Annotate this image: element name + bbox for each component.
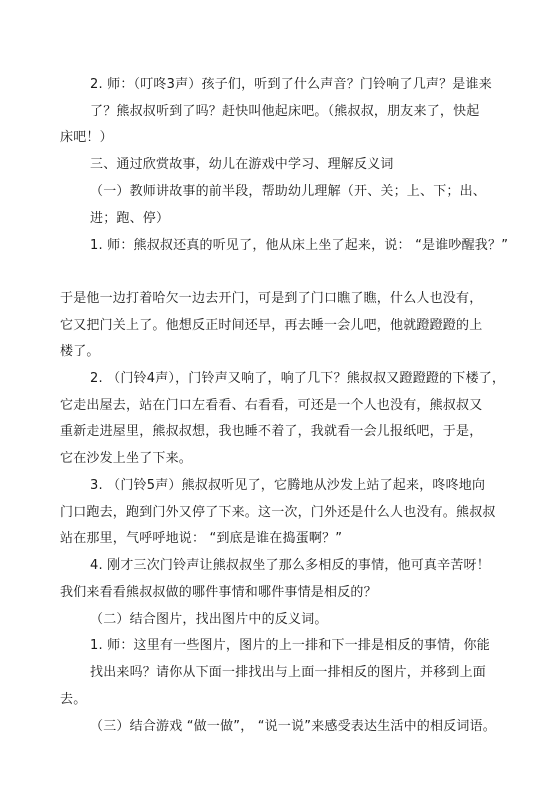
text-line: 于是他一边打着哈欠一边去开门，可是到了门口瞧了瞧，什么人也没有，	[60, 291, 483, 306]
text-line: 找出来吗？请你从下面一排找出与上面一排相反的图片，并移到上面	[90, 665, 487, 680]
text-line: 了？熊叔叔听到了吗？赶快叫他起床吧。（熊叔叔，朋友来了，快起	[90, 104, 480, 119]
text-line: 楼了。	[60, 344, 100, 359]
text-line: 站在那里，气呼呼地说： “到底是谁在捣蛋啊？”	[60, 531, 343, 546]
text-line: 它在沙发上坐了下来。	[60, 451, 193, 466]
subsection-heading: （二）结合图片，找出图片中的反义词。	[90, 612, 328, 627]
text-line: 4. 刚才三次门铃声让熊叔叔坐了那么多相反的事情，他可真辛苦呀！	[90, 558, 490, 573]
text-line: 我们来看看熊叔叔做的哪件事情和哪件事情是相反的？	[60, 585, 377, 600]
text-line: 1. 师：熊叔叔还真的听见了，他从床上坐了起来，说： “是谁吵醒我？”	[90, 238, 509, 253]
text-line: 2. 师：（叮咚3声）孩子们，听到了什么声音？门铃响了几声？是谁来	[90, 77, 492, 92]
text-line: 1. 师：这里有一些图片，图片的上一排和下一排是相反的事情，你能	[90, 638, 490, 653]
text-line: 它又把门关上了。他想反正时间还早，再去睡一会儿吧，他就蹬蹬蹬的上	[60, 318, 483, 333]
text-line: 床吧！）	[60, 130, 113, 145]
text-line: 它走出屋去，站在门口左看看、右看看，可还是一个人也没有，熊叔叔又	[60, 398, 483, 413]
subsection-heading: （一）教师讲故事的前半段，帮助幼儿理解（开、关；上、下；出、	[90, 184, 487, 199]
section-heading: 三、通过欣赏故事，幼儿在游戏中学习、理解反义词	[90, 157, 394, 172]
text-line: 进；跑、停）	[90, 211, 170, 226]
text-line: 门口跑去，跑到门外又停了下来。这一次，门外还是什么人也没有。熊叔叔	[60, 505, 496, 520]
text-line: 2. （门铃4声），门铃声又响了，响了几下？熊叔叔又蹬蹬蹬的下楼了，	[90, 371, 506, 386]
subsection-heading: （三）结合游戏 “做一做”， “说一说”来感受表达生活中的相反词语。	[90, 719, 497, 734]
text-line: 去。	[60, 692, 87, 707]
text-line: 3. （门铃5声）熊叔叔听见了，它腾地从沙发上站了起来，咚咚地向	[90, 478, 486, 493]
text-line: 重新走进屋里，熊叔叔想，我也睡不着了，我就看一会儿报纸吧，于是，	[60, 424, 483, 439]
